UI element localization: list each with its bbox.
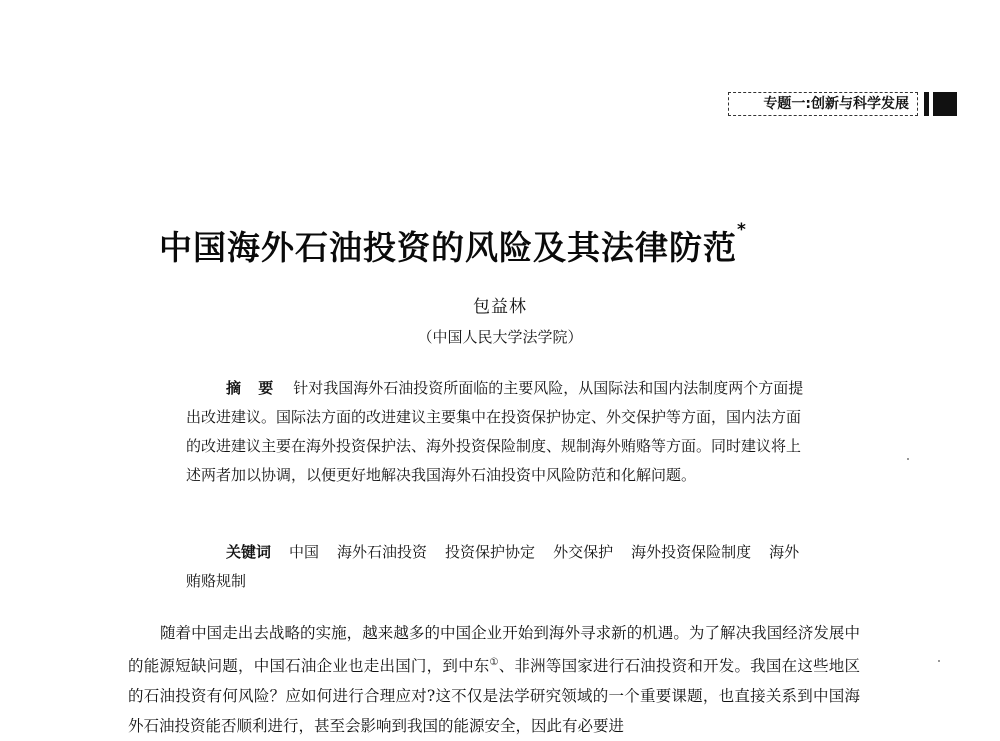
keywords	[186, 538, 806, 596]
author-name: 包益林	[473, 297, 527, 317]
abstract-text: 针对我国海外石油投资所面临的主要风险，从国际法和国内法制度两个方面提出改进建议。国际法方面的改进建议主要集中在投资保护协定、外交保护等方面，国内法方面的改进建议主要在海外投资保护法、海外投资保险制度、规制海外贿赂等方面。同时建议将上述两者加以协调，以便更好地解决我国海外石油投资中风险防范和化解问题。	[186, 379, 804, 484]
abstract	[186, 374, 806, 490]
header-bar-decoration	[924, 92, 929, 116]
keywords-label: 关键词	[226, 543, 272, 561]
keyword: 中国	[289, 543, 320, 561]
author-affiliation: （中国人民大学法学院）	[417, 328, 583, 346]
title-footnote-mark: *	[737, 220, 747, 240]
scan-speck	[907, 458, 909, 460]
body-text-part1: 随着中国走出去战略的实施，越来越多的中国企业开始到海外寻求新的机遇。为了解决我国经济发展中的能源短缺问题，中国石油企业也走出国门，到中东	[128, 624, 860, 676]
paper-title	[159, 222, 747, 269]
keyword: 外交保护	[553, 543, 614, 561]
paper-title-text: 中国海外石油投资的风险及其法律防范	[159, 228, 737, 267]
footnote-mark: ①	[489, 657, 499, 668]
header-block-decoration	[933, 92, 957, 116]
keyword: 投资保护协定	[445, 543, 536, 561]
body-text-part2: 、非洲等国家进行石油投资和开发。我国在这些地区的石油投资有何风险？应如何进行合理应对?这不仅是法学研究领域的一个重要课题，也直接关系到中国海外石油投资能否顺利进行，甚至会影响到我国的能源安全，因此有必要进	[128, 657, 860, 736]
keyword: 海外石油投资	[337, 543, 428, 561]
abstract-label: 摘 要	[226, 379, 280, 397]
section-header: 专题一:创新与科学发展	[728, 92, 918, 116]
keyword: 海外投资保险制度	[631, 543, 752, 561]
keyword: 海外贿赂规制	[186, 543, 800, 590]
scan-speck	[938, 660, 940, 662]
body-paragraph	[128, 618, 860, 741]
